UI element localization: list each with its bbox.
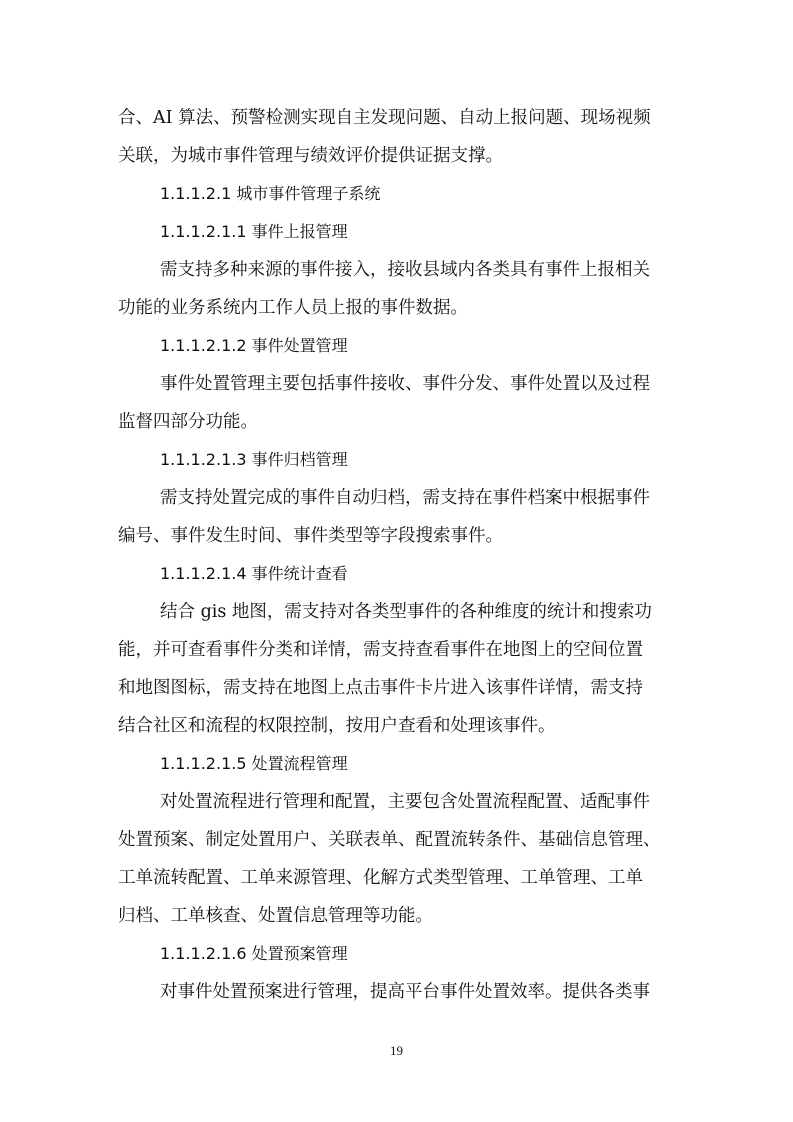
section-heading: 1.1.1.2.1 城市事件管理子系统 xyxy=(160,184,381,203)
body-text-line: 处置预案、制定处置用户、关联表单、配置流转条件、基础信息管理、 xyxy=(118,830,661,850)
body-text-line: 监督四部分功能。 xyxy=(118,412,258,432)
body-text-line: 功能的业务系统内工作人员上报的事件数据。 xyxy=(118,298,468,318)
body-text-line: 结合社区和流程的权限控制，按用户查看和处理该事件。 xyxy=(118,716,556,736)
body-text-line: 需支持处置完成的事件自动归档，需支持在事件档案中根据事件 xyxy=(160,488,650,508)
body-text-line: 归档、工单核查、处置信息管理等功能。 xyxy=(118,906,433,926)
section-heading: 1.1.1.2.1.3 事件归档管理 xyxy=(160,450,348,469)
section-heading: 1.1.1.2.1.6 处置预案管理 xyxy=(160,944,348,963)
page-number: 19 xyxy=(390,1043,403,1058)
body-text-line: 对事件处置预案进行管理，提高平台事件处置效率。提供各类事 xyxy=(160,982,650,1002)
body-text-line: 事件处置管理主要包括事件接收、事件分发、事件处置以及过程 xyxy=(160,374,650,394)
body-text-line: 关联，为城市事件管理与绩效评价提供证据支撑。 xyxy=(118,146,503,166)
body-text-line: 和地图图标，需支持在地图上点击事件卡片进入该事件详情，需支持 xyxy=(118,678,643,698)
section-heading: 1.1.1.2.1.1 事件上报管理 xyxy=(160,222,348,241)
body-text-line: 需支持多种来源的事件接入，接收县域内各类具有事件上报相关 xyxy=(160,260,650,280)
body-text-line: 合、AI 算法、预警检测实现自主发现问题、自动上报问题、现场视频 xyxy=(118,108,651,128)
section-heading: 1.1.1.2.1.5 处置流程管理 xyxy=(160,754,348,773)
body-text-line: 对处置流程进行管理和配置，主要包含处置流程配置、适配事件 xyxy=(160,792,650,812)
body-text-line: 结合 gis 地图，需支持对各类型事件的各种维度的统计和搜索功 xyxy=(160,602,652,622)
body-text-line: 能，并可查看事件分类和详情，需支持查看事件在地图上的空间位置 xyxy=(118,640,643,660)
section-heading: 1.1.1.2.1.2 事件处置管理 xyxy=(160,336,348,355)
body-text-line: 工单流转配置、工单来源管理、化解方式类型管理、工单管理、工单 xyxy=(118,868,643,888)
body-text-line: 编号、事件发生时间、事件类型等字段搜索事件。 xyxy=(118,526,503,546)
section-heading: 1.1.1.2.1.4 事件统计查看 xyxy=(160,564,348,583)
